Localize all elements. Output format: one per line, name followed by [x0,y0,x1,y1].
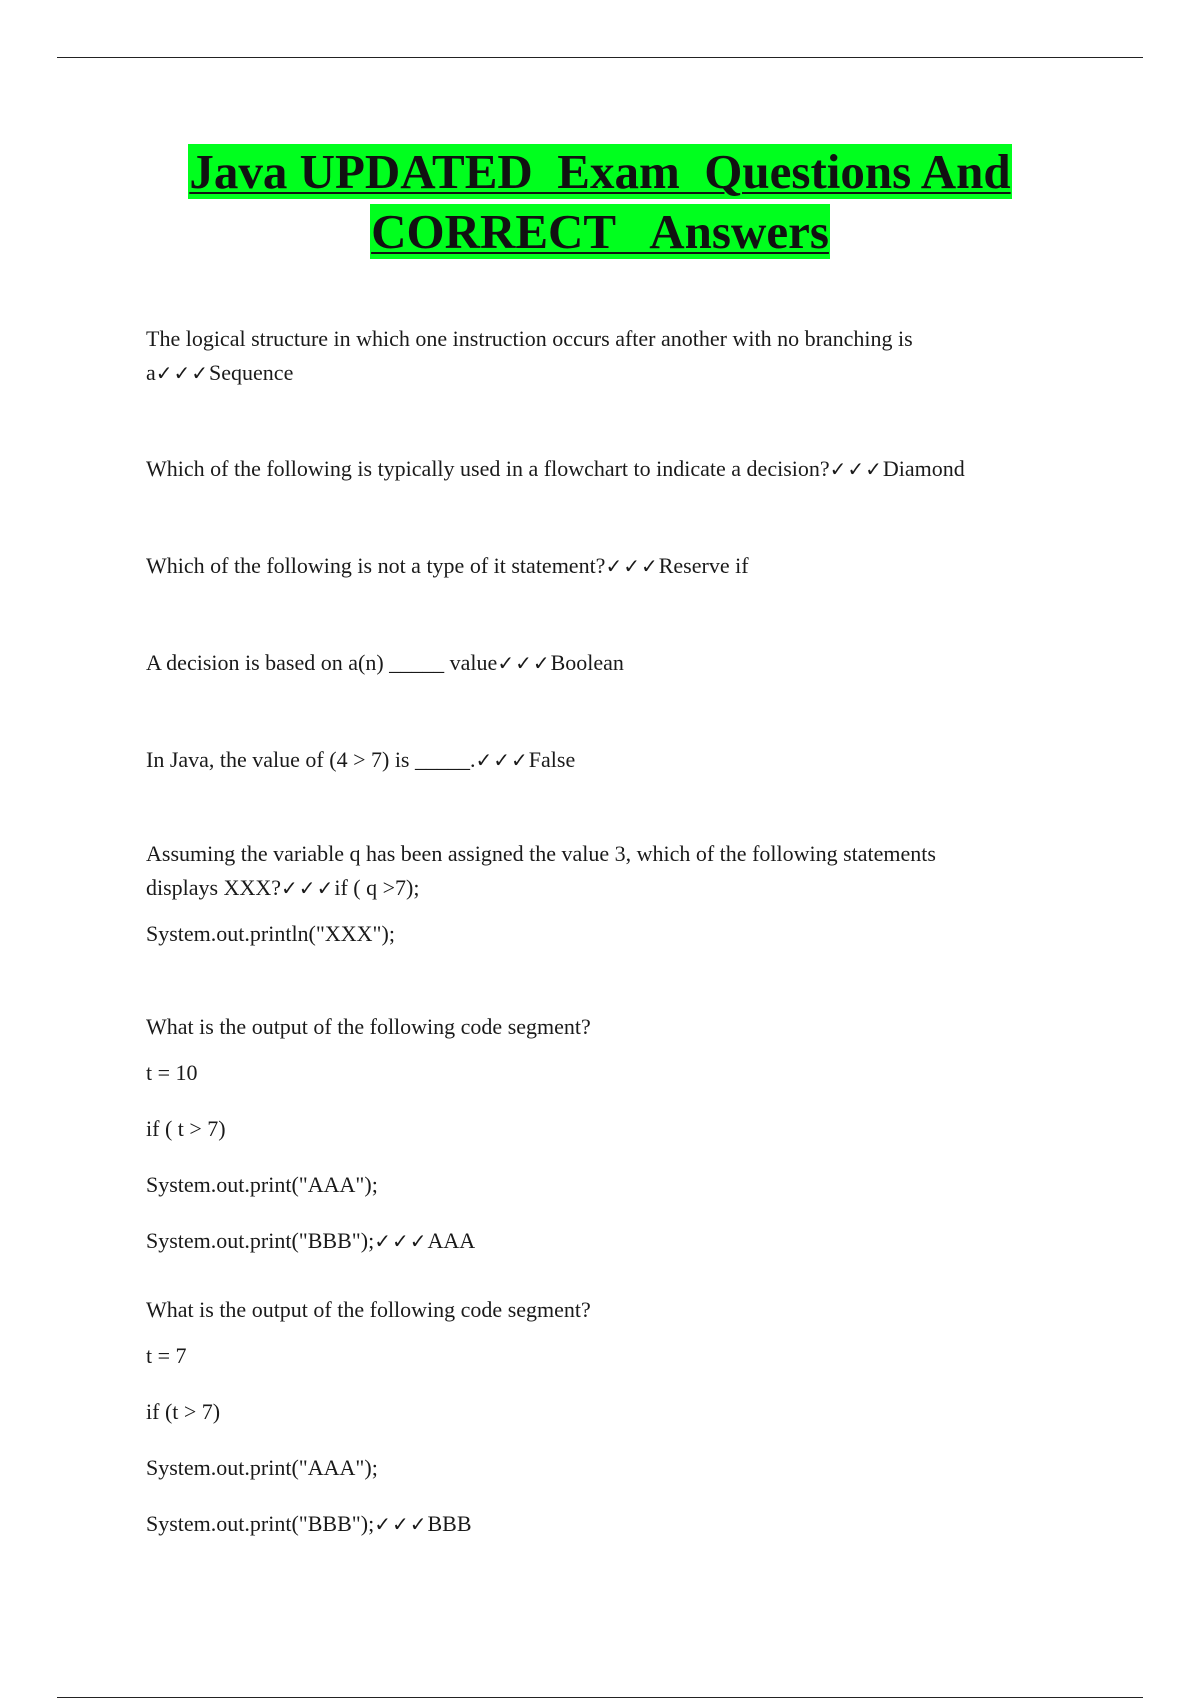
title-line-2: CORRECT Answers [371,204,829,259]
question-text: Which of the following is typically used in a flowchart to indicate a decision? [146,456,830,481]
check-marks-icon: ✓✓✓ [475,748,529,772]
question-text: Assuming the variable q has been assigned the value 3, which of the following statements [146,841,936,866]
question-text: The logical structure in which one instruction occurs after another with no branching is [146,326,913,351]
question-answer-line [146,549,749,583]
check-marks-icon: ✓✓✓ [155,361,210,385]
check-marks-icon: ✓✓✓ [374,1229,428,1253]
qa-item [146,452,965,486]
code-line: System.out.print("AAA"); [146,1455,378,1480]
qa-item [146,743,575,777]
bottom-rule [57,1697,1143,1698]
answer-text: False [528,747,576,772]
check-marks-icon: ✓✓✓ [281,876,335,900]
question-text: What is the output of the following code segment? [146,1297,591,1322]
title-line-1: Java UPDATED Exam Questions And [189,144,1011,199]
qa-item [146,1293,591,1563]
answer-text: if ( q >7); [334,875,420,900]
check-marks-icon: ✓✓✓ [605,554,659,578]
question-text: Which of the following is not a type of it statement? [146,553,606,578]
question-answer-line: a✓✓✓Sequence [146,360,294,385]
answer-text: Boolean [550,650,624,675]
question-answer-line [146,743,575,777]
answer-text: Sequence [209,360,294,385]
qa-item [146,549,749,583]
qa-item [146,1010,591,1280]
code-answer-line [146,1224,591,1258]
answer-text: AAA [427,1228,476,1253]
question-text: displays XXX? [146,875,282,900]
question-text: In Java, the value of (4 > 7) is _____. [146,747,476,772]
code-line: t = 7 [146,1343,187,1368]
check-marks-icon: ✓✓✓ [829,457,883,481]
code-line: System.out.print("AAA"); [146,1172,378,1197]
answer-text: Diamond [882,456,965,481]
code-line: if ( t > 7) [146,1116,226,1141]
document-title [0,142,1200,262]
question-answer-line [146,646,624,680]
top-rule [57,57,1143,58]
answer-text: System.out.println("XXX"); [146,921,395,946]
answer-text: Reserve if [658,553,749,578]
question-text: What is the output of the following code segment? [146,1014,591,1039]
qa-item [146,646,624,680]
question-answer-line [146,452,965,486]
answer-text: BBB [427,1511,472,1536]
code-line: if (t > 7) [146,1399,221,1424]
code-line: t = 10 [146,1060,198,1085]
code-answer-line [146,1507,591,1541]
code-line: System.out.print("BBB"); [146,1228,375,1253]
check-marks-icon: ✓✓✓ [374,1512,428,1536]
qa-item [146,837,936,973]
question-answer-line [146,871,936,905]
check-marks-icon: ✓✓✓ [497,651,551,675]
question-text: A decision is based on a(n) _____ value [146,650,498,675]
code-line: System.out.print("BBB"); [146,1511,375,1536]
qa-item [146,322,913,390]
